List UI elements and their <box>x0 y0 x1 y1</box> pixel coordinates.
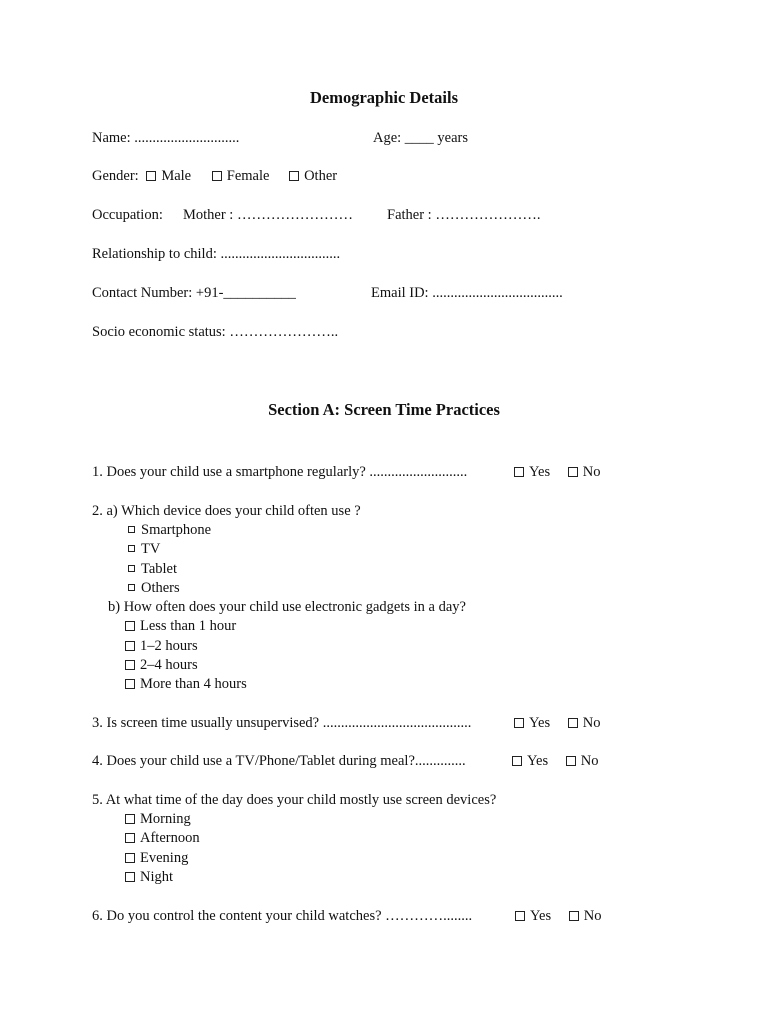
checkbox-icon[interactable] <box>125 679 135 689</box>
checkbox-icon[interactable] <box>212 171 222 181</box>
gender-option-other[interactable]: Other <box>289 168 337 184</box>
yes-option[interactable]: Yes <box>515 908 551 924</box>
checkbox-icon[interactable] <box>128 526 135 533</box>
no-option[interactable]: No <box>568 464 601 480</box>
gender-option-female[interactable]: Female <box>212 168 270 184</box>
device-option-smartphone[interactable]: Smartphone <box>128 521 211 539</box>
question-3: 3. Is screen time usually unsupervised? ......................................... <box>92 715 472 731</box>
name-field[interactable]: Name: ............................. <box>92 130 240 146</box>
gender-row <box>92 167 351 185</box>
time-option-morning[interactable]: Morning <box>125 810 191 828</box>
question-2b: b) How often does your child use electronic gadgets in a day? <box>108 599 466 615</box>
socio-economic-field[interactable]: Socio economic status: ………………….. <box>92 324 339 340</box>
checkbox-icon[interactable] <box>146 171 156 181</box>
yes-option[interactable]: Yes <box>512 753 548 769</box>
time-option-night[interactable]: Night <box>125 868 173 886</box>
checkbox-icon[interactable] <box>566 756 576 766</box>
gender-option-male[interactable]: Male <box>146 168 191 184</box>
no-option[interactable]: No <box>569 908 602 924</box>
checkbox-icon[interactable] <box>128 565 135 572</box>
usage-option-more-than-4[interactable]: More than 4 hours <box>125 675 247 693</box>
time-option-evening[interactable]: Evening <box>125 849 188 867</box>
checkbox-icon[interactable] <box>125 621 135 631</box>
checkbox-icon[interactable] <box>568 718 578 728</box>
checkbox-icon[interactable] <box>125 872 135 882</box>
checkbox-icon[interactable] <box>125 853 135 863</box>
email-field[interactable]: Email ID: .................................... <box>371 285 563 301</box>
question-1: 1. Does your child use a smartphone regularly? ........................... <box>92 464 468 480</box>
checkbox-icon[interactable] <box>568 467 578 477</box>
contact-number-field[interactable]: Contact Number: +91-__________ <box>92 285 296 301</box>
device-option-tablet[interactable]: Tablet <box>128 560 177 578</box>
question-2a: 2. a) Which device does your child often use ? <box>92 503 361 519</box>
device-option-others[interactable]: Others <box>128 579 180 597</box>
checkbox-icon[interactable] <box>514 467 524 477</box>
usage-option-less-than-1[interactable]: Less than 1 hour <box>125 617 236 635</box>
no-option[interactable]: No <box>566 753 599 769</box>
yes-option[interactable]: Yes <box>514 464 550 480</box>
usage-option-2-4[interactable]: 2–4 hours <box>125 656 198 674</box>
checkbox-icon[interactable] <box>125 641 135 651</box>
checkbox-icon[interactable] <box>569 911 579 921</box>
checkbox-icon[interactable] <box>512 756 522 766</box>
no-option[interactable]: No <box>568 715 601 731</box>
question-5: 5. At what time of the day does your child mostly use screen devices? <box>92 792 497 808</box>
yes-option[interactable]: Yes <box>514 715 550 731</box>
checkbox-icon[interactable] <box>289 171 299 181</box>
relationship-field[interactable]: Relationship to child: ................................. <box>92 246 341 262</box>
device-option-tv[interactable]: TV <box>128 540 160 558</box>
gender-label: Gender: <box>92 168 139 184</box>
question-6: 6. Do you control the content your child watches? …………........ <box>92 908 473 924</box>
checkbox-icon[interactable] <box>125 814 135 824</box>
usage-option-1-2[interactable]: 1–2 hours <box>125 637 198 655</box>
checkbox-icon[interactable] <box>125 833 135 843</box>
age-field[interactable]: Age: ____ years <box>373 130 469 146</box>
time-option-afternoon[interactable]: Afternoon <box>125 829 200 847</box>
checkbox-icon[interactable] <box>128 545 135 552</box>
question-6-answers <box>515 907 601 925</box>
occupation-label: Occupation: <box>92 207 163 223</box>
question-4: 4. Does your child use a TV/Phone/Tablet during meal?.............. <box>92 753 466 769</box>
question-1-answers <box>514 463 600 481</box>
section-a-title: Section A: Screen Time Practices <box>268 400 500 419</box>
checkbox-icon[interactable] <box>515 911 525 921</box>
father-occupation-field[interactable]: Father : …………………. <box>387 207 541 223</box>
checkbox-icon[interactable] <box>128 584 135 591</box>
checkbox-icon[interactable] <box>514 718 524 728</box>
mother-occupation-field[interactable]: Mother : …………………… <box>183 207 353 223</box>
checkbox-icon[interactable] <box>125 660 135 670</box>
question-4-answers <box>512 752 598 770</box>
demographic-title: Demographic Details <box>309 88 459 107</box>
question-3-answers <box>514 714 600 732</box>
